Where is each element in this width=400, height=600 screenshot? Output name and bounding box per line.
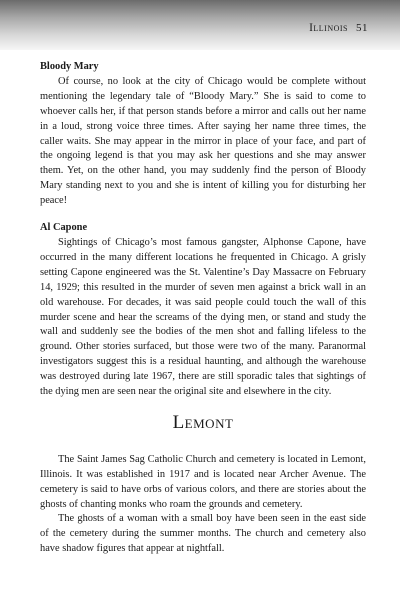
section-gap	[40, 209, 366, 221]
lemont-section-title: Lemont	[172, 411, 234, 433]
al-capone-heading: Al Capone	[40, 222, 88, 234]
page-number: 51	[356, 22, 368, 34]
al-capone-paragraph: Sightings of Chicago’s most famous gangster, Alphonse Capone, have occurred in the many different locations he frequented in Chicago. A grisly setting Capone engineered was the St. Valentine’s Day Massacre on February 14, 1929; this resulted in the murder of seven men against a brick wall in an old warehouse. For decades, it was said people could touch the wall of this murder scene and hear the screams of the dying men, or stand and study the wall and suddenly see the bodies of the men shot and falling lifeless to the ground. Other stories surfaced, but those were two of the many. Paranormal investigators suggest this is a residual haunting, and although the warehouse was destroyed during late 1967, there are still sporadic tales that sightings of the dying men are seen near the original site and elsewhere in the city.	[40, 236, 366, 398]
page-body	[40, 60, 366, 557]
lemont-paragraph-1: The Saint James Sag Catholic Church and cemetery is located in Lemont, Illinois. It was established in 1917 and is located near Archer Avenue. The cemetery is said to have orbs of various colors, and there are stories about the ghosts of chanting monks who roam the grounds and cemetery.	[40, 453, 366, 510]
bloody-mary-heading: Bloody Mary	[40, 61, 99, 72]
bloody-mary-paragraph: Of course, no look at the city of Chicago would be complete without mentioning the legendary tale of “Bloody Mary.” She is said to come to whoever calls her, if that person stands before a mirror and calls out her name in a loud, strong voice three times. After saying her name three times, the caller waits. She may appear in the mirror in place of your face, and part of the ongoing legend is that you may ask her questions and she may answer them. Yet, on the other hand, you may suddenly find the person of Bloody Mary standing next to you and she is intent of killing you for disturbing her peace!	[40, 75, 366, 207]
lemont-paragraph-2: The ghosts of a woman with a small boy have been seen in the east side of the cemetery during the summer months. The church and cemetery also have shadow figures that appear at nightfall.	[40, 513, 366, 555]
running-head	[309, 22, 368, 34]
running-head-title: Illinois	[309, 22, 348, 34]
page-header-band	[0, 0, 400, 50]
